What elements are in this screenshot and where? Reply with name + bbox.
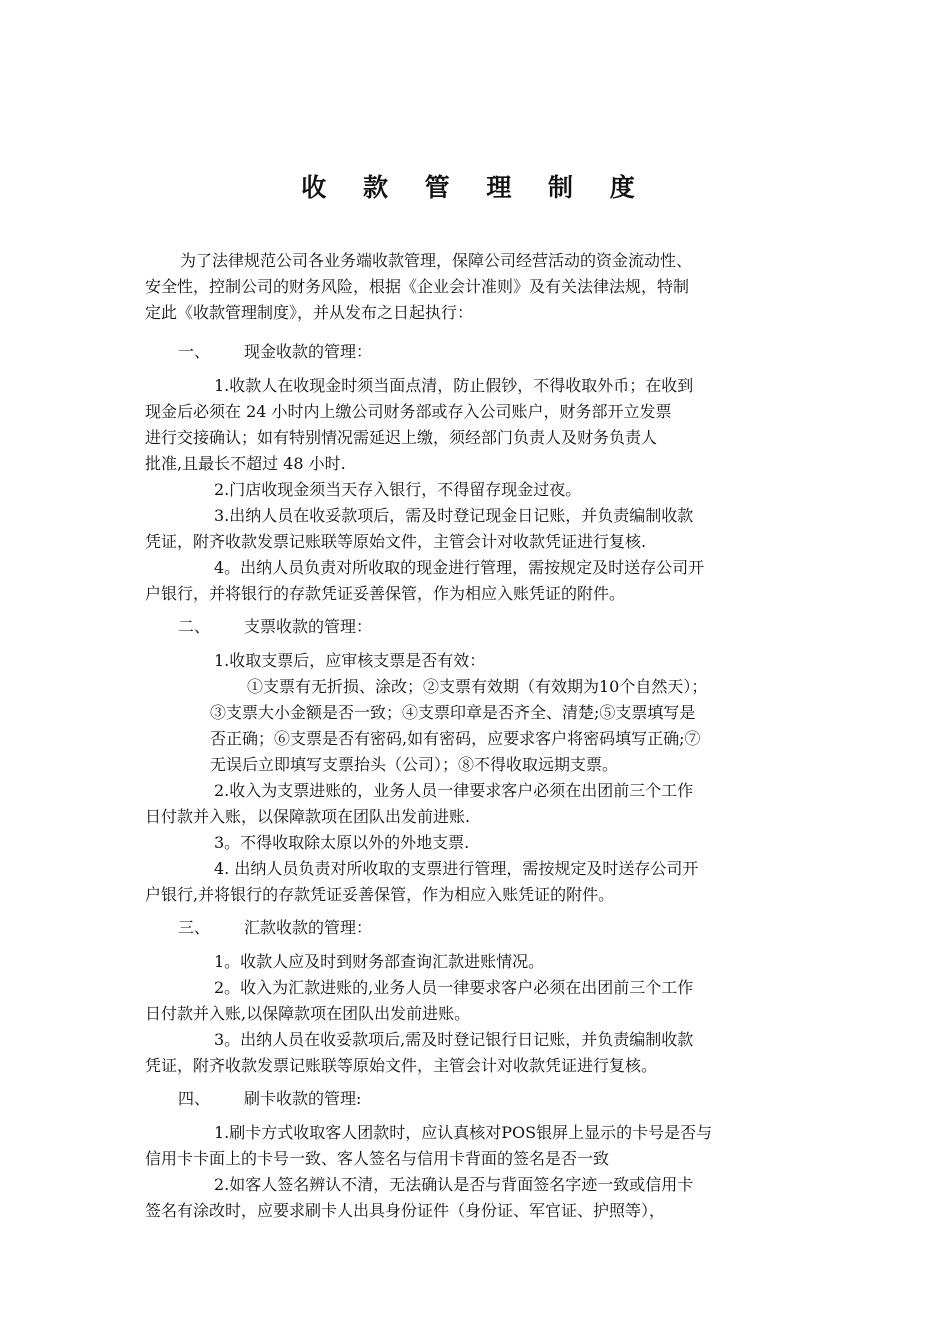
section-title: 支票收款的管理：: [244, 617, 373, 636]
section-number: 三、: [178, 918, 211, 937]
paragraph-line: 3。不得收取除太原以外的外地支票.: [214, 833, 470, 852]
section-title: 现金收款的管理：: [244, 342, 373, 361]
section-title: 汇款收款的管理：: [244, 918, 373, 937]
paragraph-line: 签名有涂改时，应要求刷卡人出具身份证件（身份证、军官证、护照等），: [145, 1201, 666, 1220]
section-heading: [178, 915, 372, 941]
paragraph-line: 4. 出纳人员负责对所收取的支票进行管理，需按规定及时送存公司开: [214, 859, 699, 878]
paragraph-line: ③支票大小金额是否一致；④支票印章是否齐全、清楚;⑤支票填写是: [210, 703, 696, 722]
paragraph-line: 日付款并入账，以保障款项在团队出发前进账.: [145, 807, 471, 826]
section-number: 二、: [178, 617, 211, 636]
paragraph-line: 3。出纳人员在收妥款项后,需及时登记银行日记账，并负责编制收款: [214, 1030, 694, 1049]
paragraph-line: 2.门店收现金须当天存入银行，不得留存现金过夜。: [214, 480, 582, 499]
paragraph-line: 1。收款人应及时到财务部查询汇款进账情况。: [214, 952, 545, 971]
paragraph-line: 1.收取支票后，应审核支票是否有效：: [214, 651, 486, 670]
section-heading: [178, 1086, 361, 1112]
paragraph-line: ①支票有无折损、涂改；②支票有效期（有效期为10个自然天）；: [247, 677, 708, 696]
section-number: 四、: [178, 1089, 211, 1108]
document-title: 收 款 管 理 制 度: [301, 173, 649, 202]
paragraph-line: 无误后立即填写支票抬头（公司）；⑧不得收取远期支票。: [210, 755, 619, 774]
paragraph-line: 2.收入为支票进账的，业务人员一律要求客户必须在出团前三个工作: [214, 781, 694, 800]
section-heading: [178, 339, 372, 365]
paragraph-line: 信用卡卡面上的卡号一致、客人签名与信用卡背面的签名是否一致: [145, 1149, 610, 1168]
paragraph-line: 1.收款人在收现金时须当面点清，防止假钞，不得收取外币；在收到: [214, 376, 694, 395]
section-heading: [178, 614, 372, 640]
intro-line: 为了法律规范公司各业务端收款管理，保障公司经营活动的资金流动性、: [180, 251, 693, 270]
paragraph-line: 2.如客人签名辨认不清，无法确认是否与背面签名字迹一致或信用卡: [214, 1175, 694, 1194]
section-title: 刷卡收款的管理:: [244, 1089, 362, 1108]
paragraph-line: 否正确；⑥支票是否有密码,如有密码，应要求客户将密码填写正确;⑦: [210, 729, 701, 748]
paragraph-line: 2。收入为汇款进账的,业务人员一律要求客户必须在出团前三个工作: [214, 978, 694, 997]
intro-line: 安全性，控制公司的财务风险，根据《企业会计准则》及有关法律法规，特制: [145, 277, 690, 296]
intro-line: 定此《收款管理制度》，并从发布之日起执行：: [145, 303, 474, 322]
paragraph-line: 现金后必须在 24 小时内上缴公司财务部或存入公司账户，财务部开立发票: [145, 402, 672, 421]
paragraph-line: 日付款并入账,以保障款项在团队出发前进账。: [145, 1004, 471, 1023]
paragraph-line: 凭证，附齐收款发票记账联等原始文件，主管会计对收款凭证进行复核.: [145, 532, 647, 551]
paragraph-line: 进行交接确认；如有特别情况需延迟上缴，须经部门负责人及财务负责人: [145, 428, 658, 447]
paragraph-line: 3.出纳人员在收妥款项后，需及时登记现金日记账，并负责编制收款: [214, 506, 694, 525]
section-number: 一、: [178, 342, 211, 361]
paragraph-line: 1.刷卡方式收取客人团款时，应认真核对POS银屏上显示的卡号是否与: [214, 1123, 713, 1142]
paragraph-line: 凭证，附齐收款发票记账联等原始文件，主管会计对收款凭证进行复核。: [145, 1056, 658, 1075]
paragraph-line: 批准,且最长不超过 48 小时.: [145, 454, 346, 473]
paragraph-line: 4。出纳人员负责对所收取的现金进行管理，需按规定及时送存公司开: [214, 558, 705, 577]
paragraph-line: 户银行，并将银行的存款凭证妥善保管，作为相应入账凭证的附件。: [145, 584, 626, 603]
paragraph-line: 户银行,并将银行的存款凭证妥善保管，作为相应入账凭证的附件。: [145, 885, 615, 904]
